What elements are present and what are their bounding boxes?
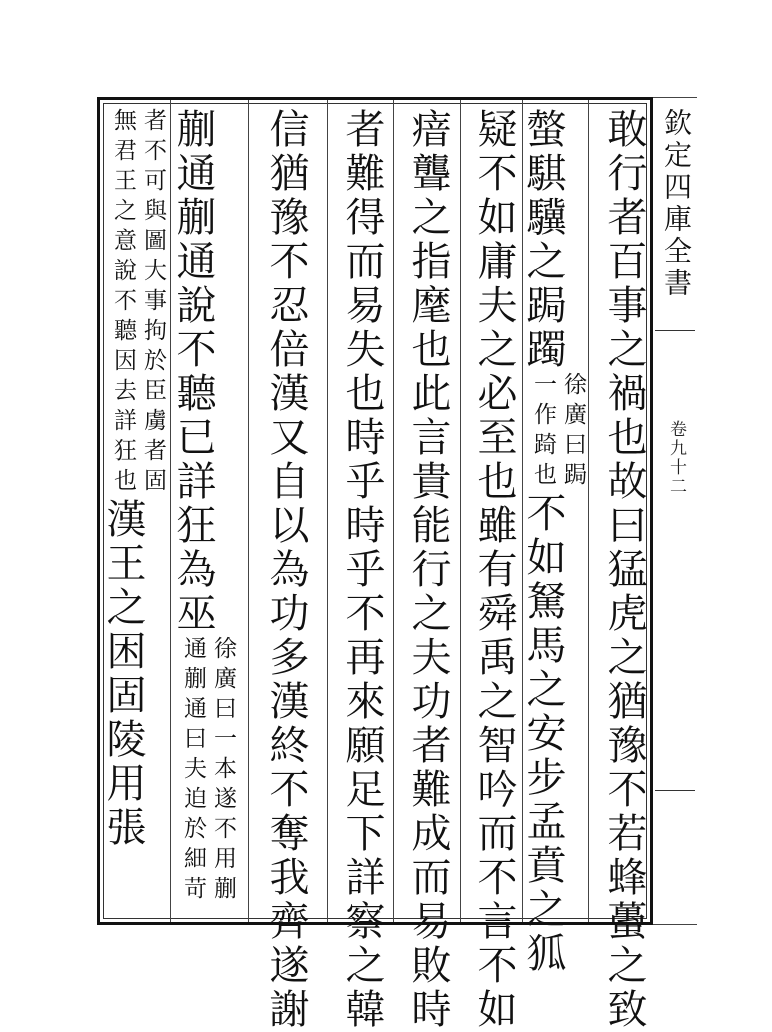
margin-volume: 卷九十二 (666, 420, 686, 496)
annotation-left: 通蒯通曰夫迫於細苛 (180, 636, 206, 906)
text-column-7 (170, 108, 238, 918)
main-text: 螫騏驥之跼躅 (520, 108, 566, 372)
margin-rule (655, 330, 695, 331)
column-divider (248, 100, 249, 922)
column-divider (588, 100, 589, 922)
main-text: 不如駑馬之安步孟賁之狐 (520, 492, 566, 976)
text-column-5: 者難得而易失也時乎時乎不再來願足下詳察之韓 (339, 108, 385, 1032)
column-divider (327, 100, 328, 922)
margin-title: 欽定四庫全書 (660, 108, 693, 300)
annotation-left: 無君王之意說不聽因去詳狂也 (110, 108, 136, 498)
annotation-pair (528, 372, 588, 492)
annotation-left: 一作踦也 (530, 372, 556, 492)
margin-rule (655, 790, 695, 791)
text-column-3: 疑不如庸夫之必至也雖有舜禹之智吟而不言不如 (471, 108, 517, 1032)
text-column-4: 瘖聾之指麾也此言貴能行之夫功者難成而易敗時 (405, 108, 451, 1032)
annotation-pair (108, 108, 168, 498)
main-text: 蒯通蒯通說不聽已詳狂為巫 (170, 108, 216, 636)
text-column-1: 敢行者百事之禍也故曰猛虎之猶豫不若蜂蠆之致 (601, 108, 647, 1032)
column-divider (393, 100, 394, 922)
column-divider (460, 100, 461, 922)
text-column-8 (100, 108, 168, 918)
annotation-right: 者不可與圖大事拘於臣虜者固 (140, 108, 166, 498)
annotation-right: 徐廣曰一本遂不用蒯 (210, 636, 236, 906)
annotation-right: 徐廣曰跼 (560, 372, 586, 492)
text-column-2 (520, 108, 588, 976)
text-column-6: 信猶豫不忍倍漢又自以為功多漢終不奪我齊遂謝 (263, 108, 309, 1032)
main-text: 漢王之困固陵用張 (100, 498, 146, 850)
annotation-pair (178, 636, 238, 906)
